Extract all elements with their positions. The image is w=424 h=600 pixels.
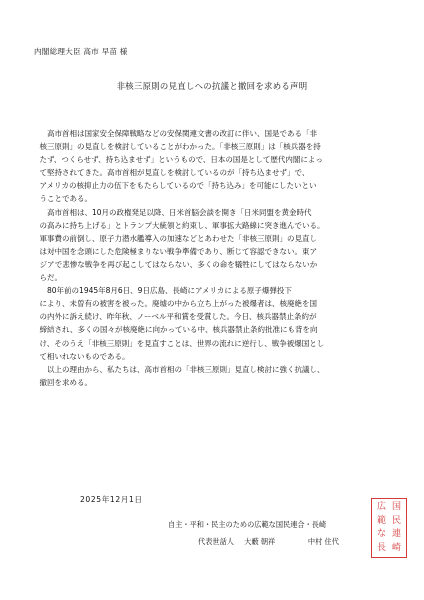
paragraph-2	[32, 206, 397, 285]
body-line: 核三原則」の見直しを検討していることがわかった。「非核三原則」は「核兵器を持	[39, 142, 321, 152]
body-line: け、そのうえ「非核三原則」を見直すことは、世界の流れに逆行し、戦争被爆国とし	[39, 338, 325, 348]
body-line: うことである。	[39, 194, 92, 204]
addressee: 内閣総理大臣 高市 早苗 様	[34, 47, 128, 56]
seal-char: 連	[391, 529, 401, 540]
body-line: は対中国を念頭にした危険極まりない戦争準備であり、断じて容認できない。東ア	[39, 246, 317, 256]
body-line: 軍事費の前倒し、原子力潜水艦導入の加速などとあわせた「非核三原則」の見直し	[39, 233, 317, 243]
representative-name-1: 大藪 朝祥	[244, 537, 276, 546]
representatives	[198, 537, 339, 547]
seal-char: 国	[391, 502, 401, 513]
organization-seal	[371, 498, 407, 558]
paragraph-1	[32, 127, 397, 206]
body-line: ジアで悲惨な戦争を再び起こしてはならない、多くの命を犠牲にしてはならないか	[39, 259, 318, 269]
seal-char: な	[376, 529, 386, 540]
paragraph-3	[32, 284, 397, 363]
body-line: らだ。	[39, 273, 62, 283]
representative-name-2: 中村 住代	[307, 537, 339, 546]
body-line: たず、つくらせず、持ち込ませず」というもので、日本の国是として歴代内閣によっ	[39, 155, 323, 165]
body-line: の高みに持ち上げる」とトランプ大統領と約束し、軍事拡大路線に突き進んでいる。	[39, 220, 325, 230]
body-line: 80年前の1945年8月6日、9日広島、長崎にアメリカによる原子爆弾投下	[47, 286, 292, 296]
body-line: 高市首相は、10月の政権発足以降、日米首脳会談を開き「日米同盟を黄金時代	[47, 207, 312, 217]
body-line: 高市首相は国家安全保障戦略などの安保関連文書の改訂に伴い、国是である「非	[47, 129, 317, 138]
statement-body	[32, 127, 397, 389]
seal-char: 範	[376, 515, 386, 526]
document-title: 非核三原則の見直しへの抗議と撤回を求める声明	[116, 81, 308, 91]
body-line: により、未曽有の被害を被った。廃墟の中から立ち上がった被爆者は、核廃絶を国	[39, 299, 317, 309]
body-line: の内外に訴え続け、昨年秋、ノーベル平和賞を受賞した。今日、核兵器禁止条約が	[39, 312, 317, 322]
seal-char: 崎	[391, 542, 401, 553]
organization-name: 自主・平和・民主のための広範な国民連合・長崎	[168, 520, 327, 529]
body-line: 撤回を求める。	[39, 377, 92, 387]
seal-char: 長	[376, 542, 386, 553]
body-line: 以上の理由から、私たちは、高市首相の「非核三原則」見直し検討に強く抗議し、	[47, 364, 325, 374]
seal-char: 民	[391, 515, 401, 526]
representative-title: 代表世話人	[198, 537, 234, 546]
body-line: アメリカの核抑止力の伍下をもたらしているので「持ち込み」を可能にしたいとい	[39, 181, 317, 191]
body-line: て堅持されてきた。高市首相が見直しを検討しているのが「持ち込ませず」で、	[39, 168, 310, 178]
body-line: て相いれないものである。	[39, 351, 130, 361]
statement-date: 2025年12月1日	[80, 495, 143, 504]
seal-char: 広	[376, 502, 386, 513]
paragraph-4	[32, 363, 397, 389]
body-line: 締結され、多くの国々が核廃絶に向かっている中、核兵器禁止条約批准にも背を向	[39, 325, 318, 335]
